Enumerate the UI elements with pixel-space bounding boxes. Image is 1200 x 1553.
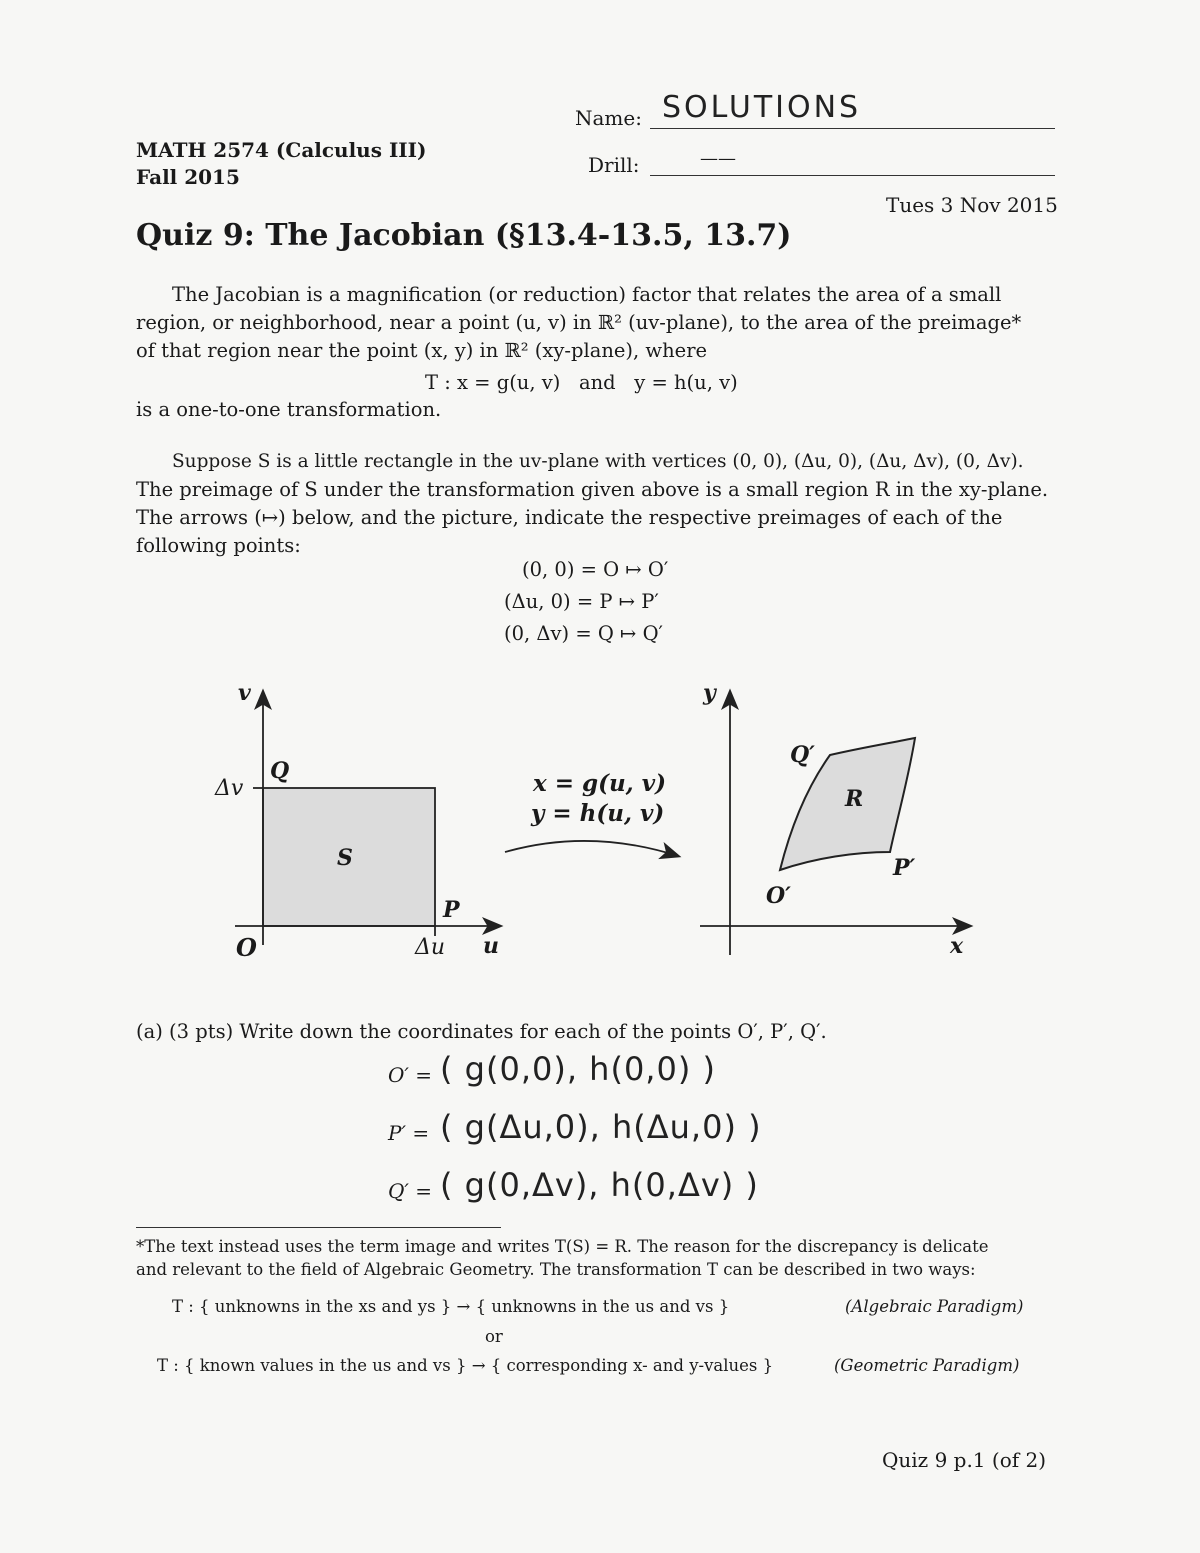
footnote-line-2: and relevant to the field of Algebraic Geometry. The transformation T can be described in two ways: [136,1260,976,1279]
map-y-eq: y = h(u, v) [531,800,665,827]
s-label: S [337,845,353,871]
intro-line-3: of that region near the point (x, y) in ℝ² (xy-plane), where [136,339,708,362]
p-prime-label: P′ [893,855,916,881]
u-axis-label: u [483,933,499,959]
suppose-line-3: The arrows (↦) below, and the picture, indicate the respective preimages of each of the [136,506,1003,529]
map-o: (0, 0) = O ↦ O′ [522,558,669,581]
map-x-eq: x = g(u, v) [533,770,666,797]
p-prime-eq-label: P′ = [388,1121,430,1145]
intro-line-1: The Jacobian is a magnification (or reduction) factor that relates the area of a small [172,283,1002,306]
footnote-geometric: T : { known values in the us and vs } → { corresponding x- and y-values } [157,1356,774,1375]
name-value: SOLUTIONS [662,90,862,125]
p-label: P [443,897,460,923]
r-label: R [845,786,864,812]
dv-label: Δv [215,776,244,801]
map-p: (Δu, 0) = P ↦ P′ [504,590,659,613]
footnote-geometric-tag: (Geometric Paradigm) [834,1356,1020,1375]
transform-def: T : x = g(u, v) and y = h(u, v) [425,371,738,394]
drill-label: Drill: [588,153,640,177]
name-label: Name: [575,106,642,130]
q-label: Q [270,758,290,784]
o-label: O [236,933,257,962]
map-q: (0, Δv) = Q ↦ Q′ [504,622,663,645]
suppose-line-1: Suppose S is a little rectangle in the uv-plane with vertices (0, 0), (Δu, 0), (Δu, Δv), (0, Δv). [172,451,1024,472]
course-title: MATH 2574 (Calculus III) [136,138,427,162]
p-prime-answer: ( g(Δu,0), h(Δu,0) ) [440,1108,762,1146]
q-prime-answer: ( g(0,Δv), h(0,Δv) ) [440,1166,759,1204]
intro-line-2: region, or neighborhood, near a point (u, v) in ℝ² (uv-plane), to the area of the preimage* [136,311,1022,334]
drill-line [650,175,1055,176]
q-prime-label: Q′ [790,742,815,768]
suppose-line-2: The preimage of S under the transformation given above is a small region R in the xy-plane. [136,478,1049,501]
part-a-prompt: (a) (3 pts) Write down the coordinates for each of the points O′, P′, Q′. [136,1020,827,1043]
footnote-rule [136,1227,501,1228]
o-prime-answer: ( g(0,0), h(0,0) ) [440,1050,716,1088]
suppose-line-4: following points: [136,534,301,557]
mapping-arrow [505,841,678,856]
footnote-algebraic-tag: (Algebraic Paradigm) [845,1297,1024,1316]
page-title: Quiz 9: The Jacobian (§13.4-13.5, 13.7) [136,218,792,253]
quiz-date: Tues 3 Nov 2015 [886,193,1058,217]
drill-value: —— [700,148,736,169]
intro-line-4: is a one-to-one transformation. [136,398,442,421]
v-axis-label: v [238,680,251,706]
o-prime-label: O′ [766,883,791,909]
x-axis-label: x [950,933,964,959]
y-axis-label: y [703,680,716,706]
name-line [650,128,1055,129]
footnote-algebraic: T : { unknowns in the xs and ys } → { unknowns in the us and vs } [172,1297,730,1316]
q-prime-eq-label: Q′ = [388,1179,433,1203]
footnote-or: or [485,1327,503,1346]
footnote-line-1: *The text instead uses the term image and writes T(S) = R. The reason for the discrepancy is delicate [136,1237,989,1256]
o-prime-eq-label: O′ = [388,1063,433,1087]
term: Fall 2015 [136,165,240,189]
du-label: Δu [415,935,446,960]
page-number: Quiz 9 p.1 (of 2) [882,1448,1047,1472]
